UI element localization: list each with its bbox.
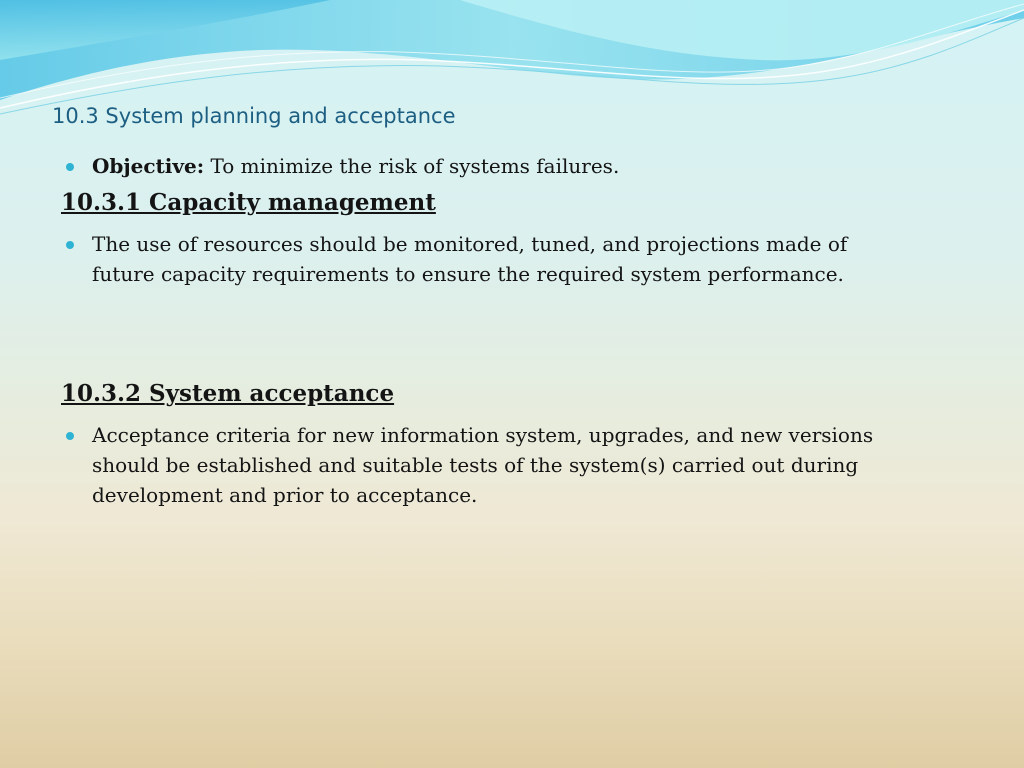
slide-title: 10.3 System planning and acceptance <box>52 104 456 128</box>
bullet-dot-icon <box>66 432 74 440</box>
bullet-dot-icon <box>66 163 74 171</box>
objective-label: Objective: <box>92 154 205 178</box>
system-acceptance-heading: 10.3.2 System acceptance <box>61 380 395 407</box>
capacity-bullet <box>66 229 906 289</box>
objective-text: To minimize the risk of systems failures. <box>204 154 620 178</box>
objective-bullet <box>66 151 906 181</box>
objective-text-line <box>92 151 906 181</box>
capacity-bullet-text: The use of resources should be monitored, tuned, and projections made of future capacity requirements to ensure the required system performance. <box>92 232 848 286</box>
acceptance-bullet <box>66 420 906 510</box>
acceptance-bullet-text: Acceptance criteria for new information system, upgrades, and new versions should be established and suitable tests of the system(s) carried out during development and prior to acceptance. <box>92 423 874 507</box>
bullet-dot-icon <box>66 241 74 249</box>
capacity-management-heading: 10.3.1 Capacity management <box>61 189 436 216</box>
